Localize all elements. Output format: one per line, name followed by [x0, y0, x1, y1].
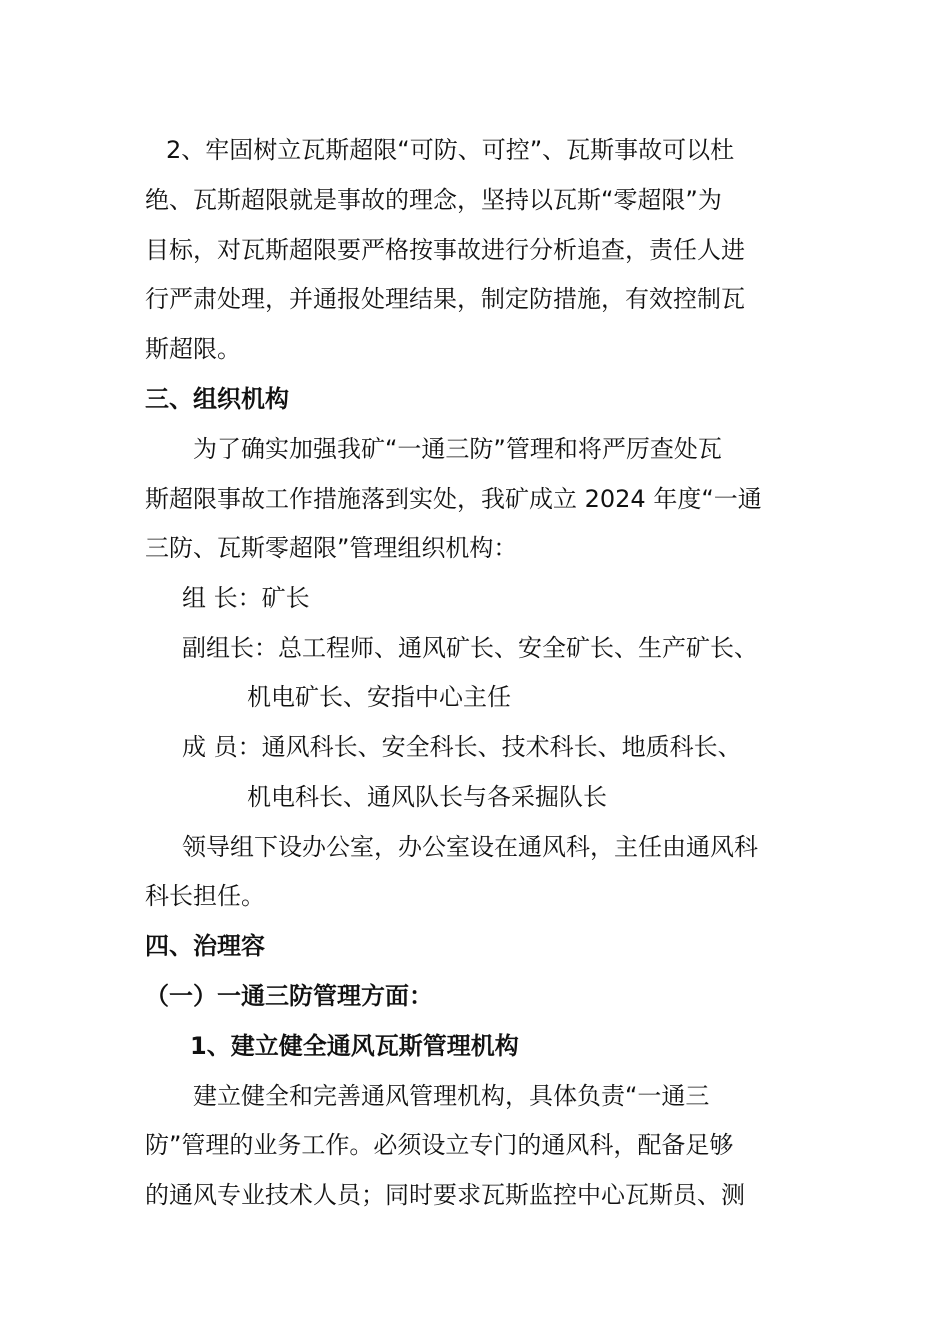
paragraph-line: 科长担任。 — [145, 882, 265, 910]
paragraph-line: 的通风专业技术人员；同时要求瓦斯监控中心瓦斯员、测 — [145, 1181, 745, 1209]
paragraph-line: 目标，对瓦斯超限要严格按事故进行分析追查，责任人进 — [145, 236, 745, 264]
org-members-continued: 机电科长、通风队长与各采掘队长 — [247, 783, 607, 811]
paragraph-line: 建立健全和完善通风管理机构，具体负责“一通三 — [193, 1082, 710, 1110]
subsection-heading: （一）一通三防管理方面： — [145, 982, 433, 1010]
item-heading: 1、建立健全通风瓦斯管理机构 — [190, 1032, 519, 1060]
org-deputy-continued: 机电矿长、安指中心主任 — [247, 683, 511, 711]
paragraph-line: 领导组下设办公室，办公室设在通风科，主任由通风科 — [182, 833, 758, 861]
paragraph-line: 斯超限事故工作措施落到实处，我矿成立 2024 年度“一通 — [145, 485, 762, 513]
paragraph-line: 2、牢固树立瓦斯超限“可防、可控”、瓦斯事故可以杜 — [166, 136, 735, 164]
paragraph-line: 绝、瓦斯超限就是事故的理念，坚持以瓦斯“零超限”为 — [145, 186, 722, 214]
org-leader-line: 组 长：矿长 — [182, 584, 310, 612]
org-members-line: 成 员：通风科长、安全科长、技术科长、地质科长、 — [182, 733, 742, 761]
paragraph-line: 为了确实加强我矿“一通三防”管理和将严厉查处瓦 — [193, 435, 722, 463]
org-deputy-line: 副组长：总工程师、通风矿长、安全矿长、生产矿长、 — [182, 634, 758, 662]
section-heading: 四、治理容 — [145, 932, 265, 960]
paragraph-line: 行严肃处理，并通报处理结果，制定防措施，有效控制瓦 — [145, 285, 745, 313]
paragraph-line: 斯超限。 — [145, 335, 241, 363]
section-heading: 三、组织机构 — [145, 385, 289, 413]
paragraph-line: 防”管理的业务工作。必须设立专门的通风科，配备足够 — [145, 1131, 734, 1159]
paragraph-line: 三防、瓦斯零超限”管理组织机构： — [145, 534, 518, 562]
